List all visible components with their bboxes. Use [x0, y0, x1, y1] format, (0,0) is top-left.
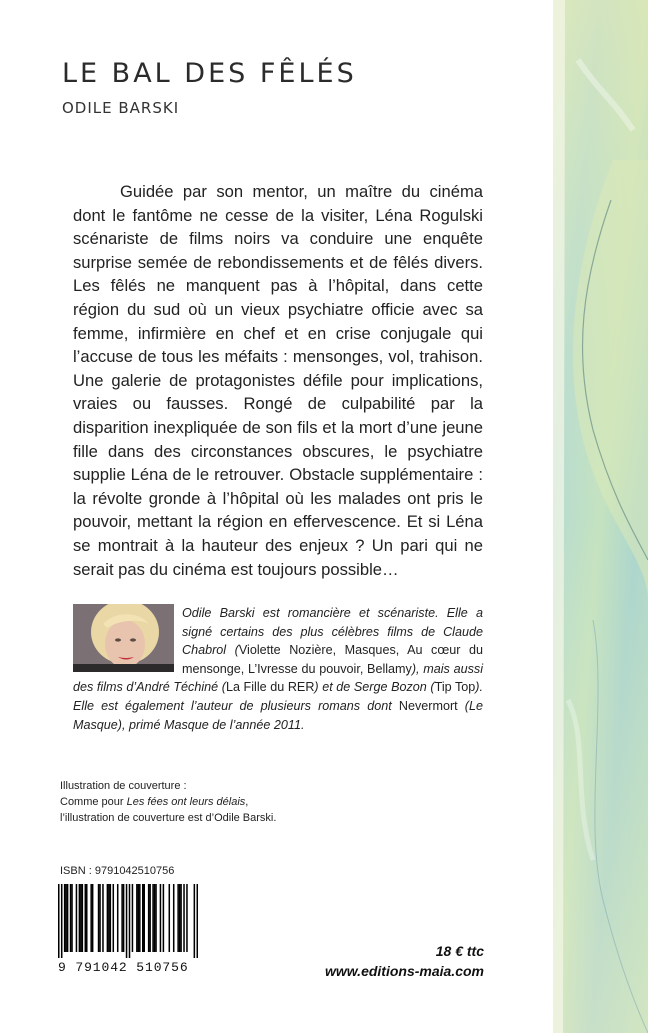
barcode-bar [64, 884, 66, 952]
barcode-bar [71, 884, 73, 952]
barcode-bar [180, 884, 182, 952]
credit-line-2 [60, 794, 276, 810]
barcode-bar [86, 884, 88, 952]
illustration-credit [60, 778, 276, 826]
barcode-bar [90, 884, 92, 952]
barcode-bar [99, 884, 101, 952]
barcode-bar [154, 884, 156, 952]
barcode-bar [110, 884, 112, 952]
barcode-bar [155, 884, 157, 952]
barcode-bar [65, 884, 67, 952]
bio-films-chabrol: Violette Nozière, Masques, Au cœur du mensonge, L’Ivresse du pouvoir, Bellamy [182, 643, 483, 676]
barcode-bar [138, 884, 140, 952]
barcode-bar [177, 884, 179, 952]
book-author: ODILE BARSKI [62, 99, 180, 117]
barcode-bar [98, 884, 100, 952]
barcode-bar [152, 884, 154, 952]
isbn-barcode [58, 884, 198, 958]
portrait-spacer [73, 604, 182, 676]
price: 18 € ttc [435, 943, 484, 959]
barcode-bar [92, 884, 94, 952]
barcode-digits: 9 791042 510756 [58, 960, 189, 975]
barcode-bar [108, 884, 110, 952]
barcode-bar [143, 884, 145, 952]
bio-text-2: ), mais aussi des films d’André Téchiné ( [73, 661, 483, 695]
cover-illustration-strip [553, 0, 648, 1033]
barcode-bar [186, 884, 188, 952]
barcode-bar [58, 884, 60, 958]
barcode-bar [117, 884, 119, 952]
publisher-website: www.editions-maia.com [325, 963, 484, 979]
isbn-label: ISBN : 9791042510756 [60, 865, 175, 877]
credit-prefix: Comme pour [60, 796, 127, 808]
barcode-bar [85, 884, 87, 952]
barcode-bar [139, 884, 141, 952]
barcode-bar [197, 884, 198, 958]
bio-novel-title: Nevermort [398, 698, 458, 713]
barcode-bar [107, 884, 109, 952]
credit-book-title: Les fées ont leurs délais [126, 796, 246, 808]
barcode-bar [61, 884, 63, 958]
barcode-bar [80, 884, 82, 952]
barcode-bar [183, 884, 185, 952]
barcode-bar [70, 884, 72, 952]
bio-text-3: ) et de Serge Bozon ( [314, 680, 435, 695]
bio-text-1: Odile Barski est romancière et scénariste. Elle a signé certains des plus célèbres films de Claude Chabrol ( [182, 606, 483, 658]
barcode-bar [173, 884, 175, 952]
bio-text-5: (Le Masque), primé Masque de l’année 2011. [73, 698, 484, 732]
barcode-bar [67, 884, 69, 952]
barcode-bar [136, 884, 138, 952]
barcode-bar [123, 884, 125, 952]
barcode-bar [132, 884, 134, 952]
barcode-bar [179, 884, 181, 952]
barcode-bar [149, 884, 151, 952]
barcode-bar [121, 884, 123, 952]
barcode-bar [142, 884, 144, 952]
barcode-bar [126, 884, 128, 958]
barcode-bar [160, 884, 162, 952]
barcode-bar [102, 884, 104, 952]
barcode-bar [169, 884, 171, 952]
author-bio [73, 604, 483, 734]
barcode-bar [113, 884, 115, 952]
barcode-bar [194, 884, 196, 958]
credit-suffix: , [245, 796, 249, 808]
credit-line-1: Illustration de couverture : [60, 780, 187, 792]
bio-text-4: ). Elle est également l’auteur de plusieurs romans dont [73, 680, 483, 713]
back-cover-blurb: Guidée par son mentor, un maître du cinéma dont le fantôme ne cesse de la visiter, Léna Rogulski scénariste de films noirs va conduire une enquête surprise semée de rebondissements et de fêlés divers. Les fêlés ne manquent pas à l’hôpital, dans cette région du sud où un vieux psychiatre officie avec sa femme, infirmière en chef et en crise conjugale qui l’accuse de tous les méfaits : mensonges, vol, trahison. Une galerie de protagonistes défile pour implications, vraies ou fausses. Rongé de culpabilité par la disparition inexpliquée de son fils et la mort d’une jeune fille dans des circonstances obscures, le psychiatre supplie Léna de le retrouver. Obstacle supplémentaire : la révolte gronde à l’hôpital où les malades ont pris le pouvoir, mettant la région en effervescence. Et si Léna se montrait à la hauteur des enjeux ? Un pari qui ne serait pas du cinéma est toujours possible… [73, 182, 483, 579]
bio-film-techine: La Fille du RER [225, 680, 315, 695]
barcode-bar [129, 884, 131, 958]
barcode-bar [79, 884, 81, 952]
barcode-bar [82, 884, 84, 952]
bio-film-bozon: Tip Top [434, 680, 476, 695]
book-title: LE BAL DES FÊLÉS [62, 58, 357, 89]
barcode-bar [148, 884, 150, 952]
barcode-bar [163, 884, 165, 952]
barcode-bar [76, 884, 78, 952]
credit-line-3: l’illustration de couverture est d’Odile Barski. [60, 812, 277, 824]
